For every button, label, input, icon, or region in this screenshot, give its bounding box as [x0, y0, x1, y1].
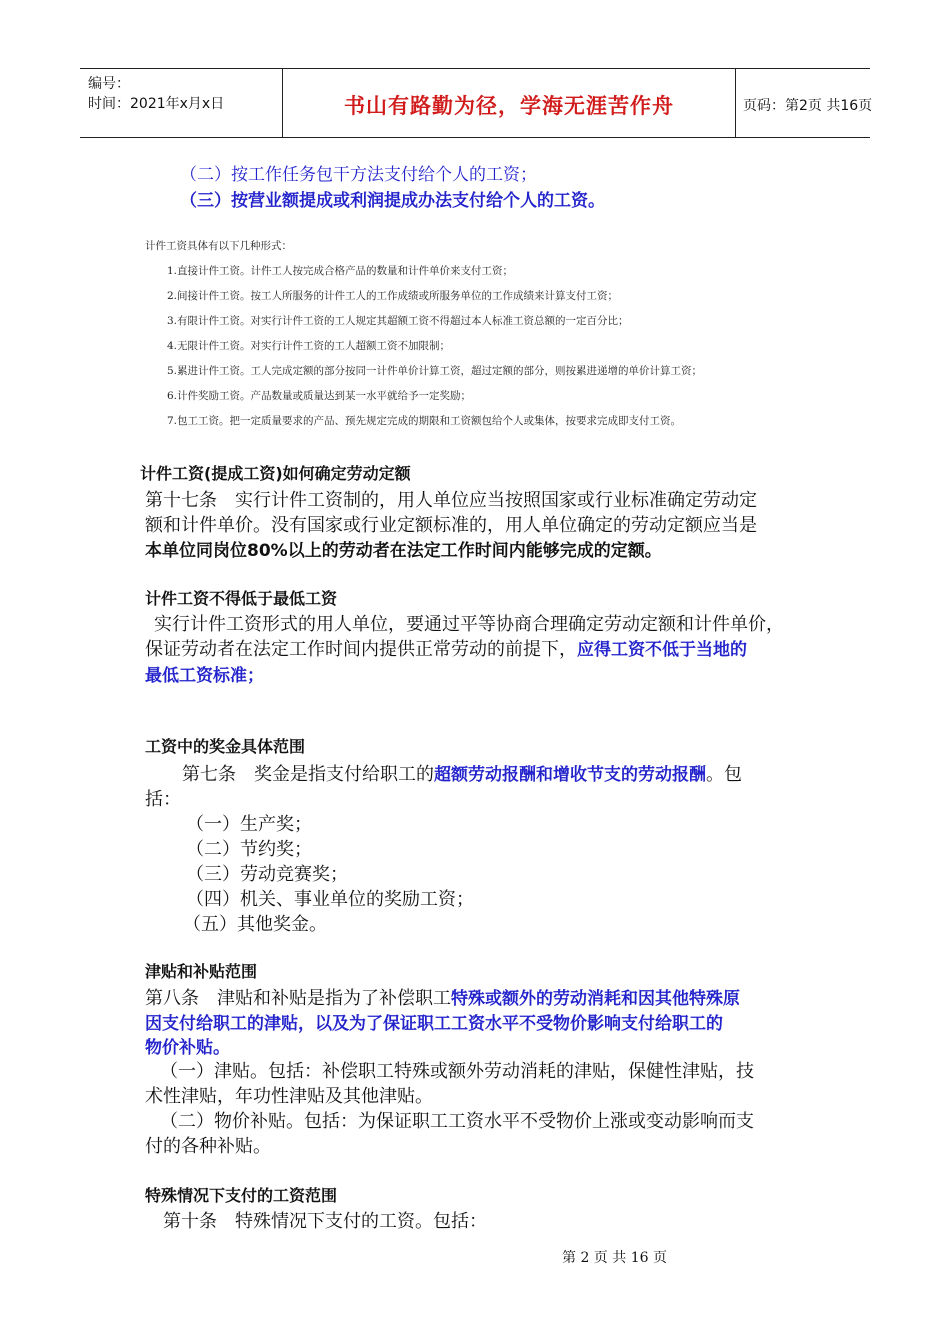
minimum-line-3: 最低工资标准； — [145, 666, 264, 686]
piecework-form: 4.无限计件工资。对实行计件工资的工人超额工资不加限制； — [167, 340, 451, 352]
allowance-item-2b: 付的各种补贴。 — [145, 1136, 271, 1157]
piecework-form: 6.计件奖励工资。产品数量或质量达到某一水平就给予一定奖励； — [167, 390, 472, 402]
time-label: 时间：2021年x月x日 — [88, 96, 225, 112]
allowance-line-3: 物价补贴。 — [145, 1038, 230, 1058]
method-item-3: （三）按营业额提成或利润提成办法支付给个人的工资。 — [180, 191, 605, 211]
number-label: 编号： — [88, 76, 130, 92]
bonus-heading: 工资中的奖金具体范围 — [145, 737, 306, 756]
quota-line-2: 额和计件单价。没有国家或行业定额标准的，用人单位确定的劳动定额应当是 — [145, 515, 757, 536]
piecework-form: 3.有限计件工资。对实行计件工资的工人规定其超额工资不得超过本人标准工资总额的一定百分比； — [167, 315, 629, 327]
bonus-item: （一）生产奖； — [186, 814, 312, 835]
page-footer: 第 2 页 共 16 页 — [562, 1250, 667, 1266]
piecework-form: 1.直接计件工资。计件工人按完成合格产品的数量和计件单价来支付工资； — [167, 265, 514, 277]
minimum-line-2: 保证劳动者在法定工作时间内提供正常劳动的前提下，应得工资不低于当地的 — [145, 639, 747, 660]
method-item-2: （二）按工作任务包干方法支付给个人的工资； — [180, 165, 537, 185]
header-motto-cell — [282, 69, 736, 137]
piecework-intro: 计件工资具体有以下几种形式： — [145, 240, 292, 252]
minimum-heading: 计件工资不得低于最低工资 — [145, 589, 338, 608]
page-header — [80, 68, 873, 138]
piecework-form: 2.间接计件工资。按工人所服务的计件工人的工作成绩或所服务单位的工作成绩来计算支付工资； — [167, 290, 619, 302]
bonus-item: （五）其他奖金。 — [183, 914, 327, 935]
special-heading: 特殊情况下支付的工资范围 — [145, 1186, 338, 1205]
motto: 书山有路勤为径，学海无涯苦作舟 — [344, 94, 674, 118]
quota-line-1: 第十七条 实行计件工资制的，用人单位应当按照国家或行业标准确定劳动定 — [145, 490, 757, 511]
bonus-item: （三）劳动竞赛奖； — [186, 864, 348, 885]
allowance-line-1: 第八条 津贴和补贴是指为了补偿职工特殊或额外的劳动消耗和因其他特殊原 — [145, 988, 740, 1009]
minimum-line-1: 实行计件工资形式的用人单位，要通过平等协商合理确定劳动定额和计件单价， — [154, 614, 784, 635]
page-label: 页码：第2页 共16页 — [743, 98, 873, 114]
allowance-item-2a: （二）物价补贴。包括：为保证职工工资水平不受物价上涨或变动影响而支 — [160, 1111, 754, 1132]
piecework-form: 7.包工工资。把一定质量要求的产品、预先规定完成的期限和工资额包给个人或集体，按要求完成即支付工资。 — [167, 415, 682, 427]
bonus-line-1: 第七条 奖金是指支付给职工的超额劳动报酬和增收节支的劳动报酬。包 — [182, 764, 742, 785]
bonus-item: （二）节约奖； — [186, 839, 312, 860]
bonus-item: （四）机关、事业单位的奖励工资； — [186, 889, 474, 910]
piecework-form: 5.累进计件工资。工人完成定额的部分按同一计件单价计算工资，超过定额的部分，则按累进递增的单价计算工资； — [167, 365, 703, 377]
allowance-line-2: 因支付给职工的津贴，以及为了保证职工工资水平不受物价影响支付给职工的 — [145, 1014, 723, 1034]
quota-heading: 计件工资(提成工资)如何确定劳动定额 — [140, 464, 411, 483]
allowance-item-1a: （一）津贴。包括：补偿职工特殊或额外劳动消耗的津贴，保健性津贴，技 — [160, 1061, 754, 1082]
header-meta-cell — [80, 69, 282, 137]
header-page-cell — [735, 69, 873, 137]
special-line-1: 第十条 特殊情况下支付的工资。包括： — [163, 1211, 487, 1232]
allowance-item-1b: 术性津贴，年功性津贴及其他津贴。 — [145, 1086, 433, 1107]
allowance-heading: 津贴和补贴范围 — [145, 962, 258, 981]
bonus-line-2: 括： — [145, 789, 181, 810]
quota-line-3: 本单位同岗位80%以上的劳动者在法定工作时间内能够完成的定额。 — [145, 541, 662, 561]
